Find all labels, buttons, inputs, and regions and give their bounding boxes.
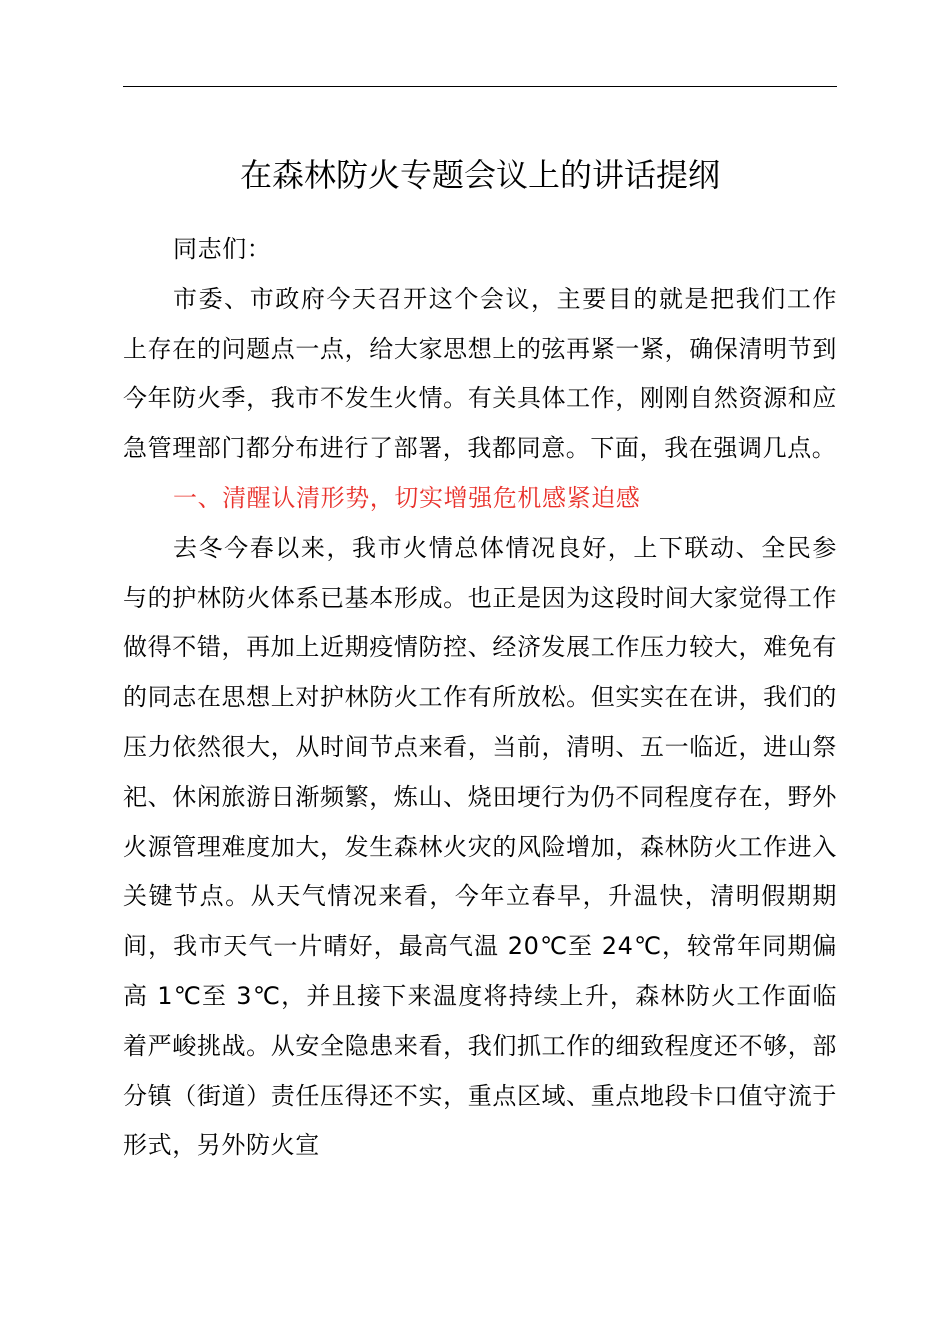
section-heading: 一、清醒认清形势，切实增强危机感紧迫感 — [173, 483, 641, 512]
body-paragraph: 去冬今春以来，我市火情总体情况良好，上下联动、全民参与的护林防火体系已基本形成。也正是因为这段时间大家觉得工作做得不错，再加上近期疫情防控、经济发展工作压力较大，难免有的同志在思想上对护林防火工作有所放松。但实实在在讲，我们的压力依然很大，从时间节点来看，当前，清明、五一临近，进山祭祀、休闲旅游日渐频繁，炼山、烧田埂行为仍不同程度存在，野外火源管理难度加大，发生森林火灾的风险增加，森林防火工作进入关键节点。从天气情况来看，今年立春早，升温快，清明假期期间，我市天气一片晴好，最高气温 20℃至 24℃，较常年同期偏高 1℃至 3℃，并且接下来温度将持续上升，森林防火工作面临着严峻挑战。从安全隐患来看，我们抓工作的细致程度还不够，部分镇（街道）责任压得还不实，重点区域、重点地段卡口值守流于形式，另外防火宣 — [123, 533, 837, 1160]
document-title: 在森林防火专题会议上的讲话提纲 — [239, 156, 720, 194]
salutation: 同志们： — [173, 235, 272, 263]
header-rule — [123, 86, 837, 87]
body-paragraph: 市委、市政府今天召开这个会议，主要目的就是把我们工作上存在的问题点一点，给大家思想上的弦再紧一紧，确保清明节到今年防火季，我市不发生火情。有关具体工作，刚刚自然资源和应急管理部门都分布进行了部署，我都同意。下面，我在强调几点。 — [123, 284, 837, 463]
document-body — [123, 225, 837, 1171]
